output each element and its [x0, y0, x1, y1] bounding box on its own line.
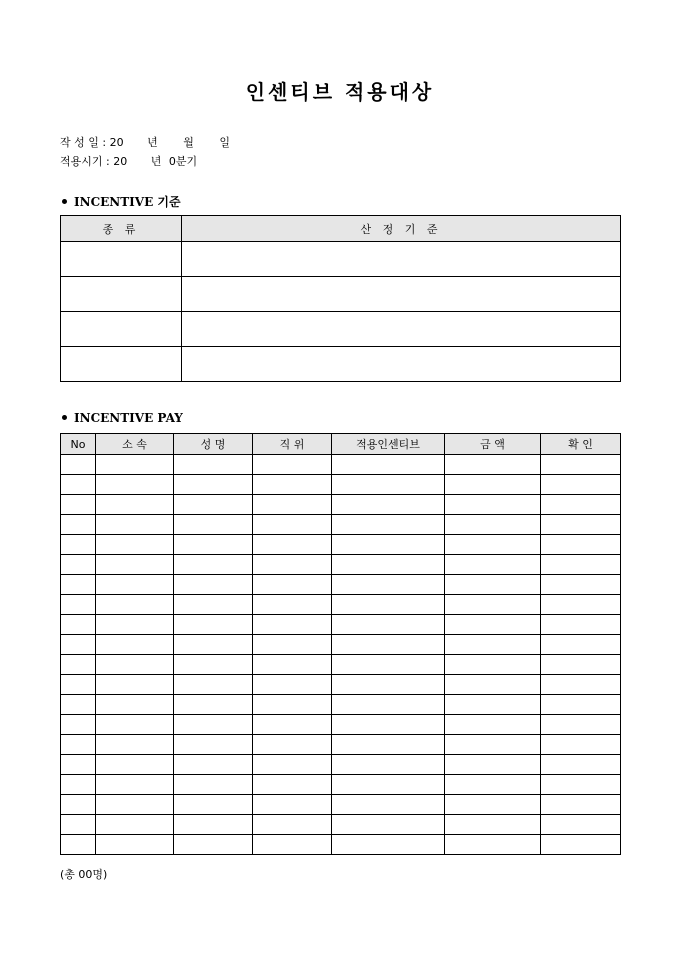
table-cell[interactable]	[61, 755, 96, 775]
table-cell[interactable]	[253, 815, 332, 835]
bullet-icon	[62, 415, 67, 420]
table-cell[interactable]	[445, 635, 541, 655]
table-cell[interactable]	[541, 775, 621, 795]
table-cell[interactable]	[61, 835, 96, 855]
table-cell[interactable]	[96, 595, 174, 615]
table-cell[interactable]	[332, 695, 445, 715]
table-cell[interactable]	[174, 555, 253, 575]
table-cell[interactable]	[182, 347, 621, 382]
table-row	[61, 535, 621, 555]
table-cell[interactable]	[332, 735, 445, 755]
table-cell[interactable]	[445, 555, 541, 575]
table-cell[interactable]	[541, 495, 621, 515]
table-row	[61, 455, 621, 475]
table-cell[interactable]	[61, 312, 182, 347]
table-cell[interactable]	[61, 595, 96, 615]
table-row	[61, 675, 621, 695]
table-cell[interactable]	[174, 775, 253, 795]
table-cell[interactable]	[253, 555, 332, 575]
table-cell[interactable]	[332, 475, 445, 495]
table-cell[interactable]	[332, 675, 445, 695]
table-cell[interactable]	[253, 455, 332, 475]
table-row	[61, 615, 621, 635]
table-row	[61, 775, 621, 795]
table-cell[interactable]	[61, 455, 96, 475]
table-cell[interactable]	[332, 715, 445, 735]
criteria-heading	[62, 193, 181, 210]
table-cell[interactable]	[445, 755, 541, 775]
table-cell[interactable]	[61, 495, 96, 515]
table-cell[interactable]	[174, 515, 253, 535]
table-cell[interactable]	[253, 515, 332, 535]
table-cell[interactable]	[96, 455, 174, 475]
page-title: 인센티브 적용대상	[245, 80, 435, 104]
table-cell[interactable]	[174, 815, 253, 835]
table-cell[interactable]	[96, 715, 174, 735]
table-cell[interactable]	[96, 475, 174, 495]
table-row	[61, 312, 621, 347]
table-cell[interactable]	[61, 735, 96, 755]
bullet-icon	[62, 199, 67, 204]
table-cell[interactable]	[253, 635, 332, 655]
table-cell[interactable]	[541, 675, 621, 695]
table-row	[61, 495, 621, 515]
column-header-department: 소 속	[96, 434, 174, 455]
table-cell[interactable]	[96, 575, 174, 595]
table-cell[interactable]	[253, 595, 332, 615]
table-cell[interactable]	[61, 815, 96, 835]
table-row	[61, 277, 621, 312]
table-cell[interactable]	[174, 615, 253, 635]
table-cell[interactable]	[541, 475, 621, 495]
table-cell[interactable]	[182, 242, 621, 277]
table-cell[interactable]	[541, 735, 621, 755]
table-cell[interactable]	[445, 515, 541, 535]
table-cell[interactable]	[182, 312, 621, 347]
table-cell[interactable]	[96, 555, 174, 575]
table-cell[interactable]	[541, 615, 621, 635]
table-row	[61, 595, 621, 615]
table-cell[interactable]	[253, 655, 332, 675]
table-cell[interactable]	[445, 575, 541, 595]
table-cell[interactable]	[253, 475, 332, 495]
table-cell[interactable]	[541, 555, 621, 575]
table-cell[interactable]	[61, 515, 96, 535]
table-cell[interactable]	[332, 495, 445, 515]
table-cell[interactable]	[174, 695, 253, 715]
table-cell[interactable]	[541, 575, 621, 595]
table-cell[interactable]	[174, 635, 253, 655]
column-header-type: 종 류	[61, 216, 182, 242]
table-cell[interactable]	[253, 835, 332, 855]
table-cell[interactable]	[253, 775, 332, 795]
table-cell[interactable]	[445, 795, 541, 815]
table-cell[interactable]	[445, 535, 541, 555]
table-row	[61, 795, 621, 815]
total-count: (총 00명)	[60, 868, 108, 881]
table-row	[61, 755, 621, 775]
column-header-name: 성 명	[174, 434, 253, 455]
table-cell[interactable]	[445, 735, 541, 755]
period-quarter: 0분기	[168, 155, 198, 168]
table-cell[interactable]	[174, 535, 253, 555]
table-cell[interactable]	[332, 775, 445, 795]
criteria-table	[60, 215, 621, 382]
table-cell[interactable]	[332, 615, 445, 635]
table-cell[interactable]	[174, 795, 253, 815]
table-cell[interactable]	[96, 755, 174, 775]
table-cell[interactable]	[445, 715, 541, 735]
table-row	[61, 695, 621, 715]
table-cell[interactable]	[541, 515, 621, 535]
table-cell[interactable]	[332, 815, 445, 835]
table-cell[interactable]	[96, 695, 174, 715]
pay-table	[60, 433, 621, 855]
table-cell[interactable]	[541, 755, 621, 775]
table-cell[interactable]	[174, 835, 253, 855]
table-cell[interactable]	[253, 715, 332, 735]
table-cell[interactable]	[541, 635, 621, 655]
table-cell[interactable]	[445, 675, 541, 695]
table-cell[interactable]	[61, 242, 182, 277]
column-header-amount: 금 액	[445, 434, 541, 455]
table-cell[interactable]	[61, 635, 96, 655]
table-cell[interactable]	[61, 615, 96, 635]
table-cell[interactable]	[253, 695, 332, 715]
table-cell[interactable]	[174, 455, 253, 475]
table-cell[interactable]	[174, 715, 253, 735]
table-cell[interactable]	[541, 815, 621, 835]
table-cell[interactable]	[174, 675, 253, 695]
table-cell[interactable]	[96, 795, 174, 815]
table-cell[interactable]	[445, 835, 541, 855]
table-cell[interactable]	[332, 655, 445, 675]
table-cell[interactable]	[182, 277, 621, 312]
table-cell[interactable]	[253, 755, 332, 775]
table-row	[61, 835, 621, 855]
table-cell[interactable]	[96, 815, 174, 835]
table-header-row	[61, 216, 621, 242]
applied-period	[60, 153, 197, 169]
table-cell[interactable]	[61, 277, 182, 312]
table-cell[interactable]	[174, 575, 253, 595]
table-cell[interactable]	[96, 835, 174, 855]
table-row	[61, 635, 621, 655]
table-cell[interactable]	[174, 755, 253, 775]
table-cell[interactable]	[61, 655, 96, 675]
table-cell[interactable]	[445, 455, 541, 475]
table-row	[61, 715, 621, 735]
table-cell[interactable]	[96, 775, 174, 795]
table-cell[interactable]	[541, 535, 621, 555]
column-header-incentive: 적용인센티브	[332, 434, 445, 455]
table-cell[interactable]	[332, 455, 445, 475]
table-row	[61, 515, 621, 535]
table-cell[interactable]	[96, 655, 174, 675]
table-cell[interactable]	[253, 575, 332, 595]
table-cell[interactable]	[541, 695, 621, 715]
table-cell[interactable]	[253, 795, 332, 815]
table-cell[interactable]	[541, 795, 621, 815]
table-row	[61, 242, 621, 277]
table-cell[interactable]	[61, 535, 96, 555]
written-date-label: 작 성 일 : 20	[60, 136, 124, 149]
table-cell[interactable]	[332, 755, 445, 775]
written-year-unit: 년	[147, 136, 158, 149]
table-cell[interactable]	[541, 835, 621, 855]
table-cell[interactable]	[96, 495, 174, 515]
table-cell[interactable]	[61, 695, 96, 715]
table-cell[interactable]	[541, 455, 621, 475]
column-header-no: No	[61, 434, 96, 455]
table-cell[interactable]	[96, 735, 174, 755]
table-cell[interactable]	[61, 347, 182, 382]
table-cell[interactable]	[332, 555, 445, 575]
table-cell[interactable]	[61, 555, 96, 575]
table-cell[interactable]	[445, 815, 541, 835]
table-cell[interactable]	[174, 475, 253, 495]
table-cell[interactable]	[253, 495, 332, 515]
table-cell[interactable]	[445, 475, 541, 495]
table-cell[interactable]	[174, 595, 253, 615]
written-date	[60, 134, 230, 150]
table-cell[interactable]	[96, 615, 174, 635]
table-row	[61, 735, 621, 755]
table-cell[interactable]	[61, 675, 96, 695]
table-header-row	[61, 434, 621, 455]
written-month-unit: 월	[183, 136, 194, 149]
period-year-unit: 년	[150, 155, 162, 168]
table-cell[interactable]	[445, 615, 541, 635]
table-row	[61, 555, 621, 575]
table-cell[interactable]	[96, 515, 174, 535]
table-row	[61, 475, 621, 495]
table-cell[interactable]	[332, 595, 445, 615]
table-cell[interactable]	[174, 495, 253, 515]
table-cell[interactable]	[332, 795, 445, 815]
table-cell[interactable]	[96, 675, 174, 695]
table-cell[interactable]	[61, 795, 96, 815]
table-cell[interactable]	[445, 495, 541, 515]
table-cell[interactable]	[541, 715, 621, 735]
period-label: 적용시기 : 20	[60, 155, 128, 168]
table-cell[interactable]	[96, 535, 174, 555]
table-cell[interactable]	[332, 835, 445, 855]
table-cell[interactable]	[253, 675, 332, 695]
pay-heading	[62, 411, 183, 425]
table-row	[61, 575, 621, 595]
column-header-confirm: 확 인	[541, 434, 621, 455]
table-cell[interactable]	[332, 515, 445, 535]
table-cell[interactable]	[61, 575, 96, 595]
table-cell[interactable]	[541, 655, 621, 675]
table-cell[interactable]	[445, 775, 541, 795]
table-cell[interactable]	[174, 735, 253, 755]
table-cell[interactable]	[253, 615, 332, 635]
table-cell[interactable]	[174, 655, 253, 675]
written-day-unit: 일	[219, 136, 230, 149]
column-header-position: 직 위	[253, 434, 332, 455]
criteria-heading-text: INCENTIVE 기준	[74, 195, 181, 209]
table-cell[interactable]	[61, 715, 96, 735]
table-cell[interactable]	[332, 575, 445, 595]
table-row	[61, 347, 621, 382]
table-row	[61, 815, 621, 835]
table-cell[interactable]	[61, 775, 96, 795]
table-cell[interactable]	[253, 535, 332, 555]
table-cell[interactable]	[541, 595, 621, 615]
table-cell[interactable]	[332, 535, 445, 555]
table-cell[interactable]	[253, 735, 332, 755]
table-cell[interactable]	[61, 475, 96, 495]
table-row	[61, 655, 621, 675]
table-cell[interactable]	[332, 635, 445, 655]
table-cell[interactable]	[445, 695, 541, 715]
table-cell[interactable]	[445, 595, 541, 615]
table-cell[interactable]	[445, 655, 541, 675]
table-cell[interactable]	[96, 635, 174, 655]
column-header-criteria: 산 정 기 준	[182, 216, 621, 242]
pay-heading-text: INCENTIVE PAY	[74, 411, 183, 425]
